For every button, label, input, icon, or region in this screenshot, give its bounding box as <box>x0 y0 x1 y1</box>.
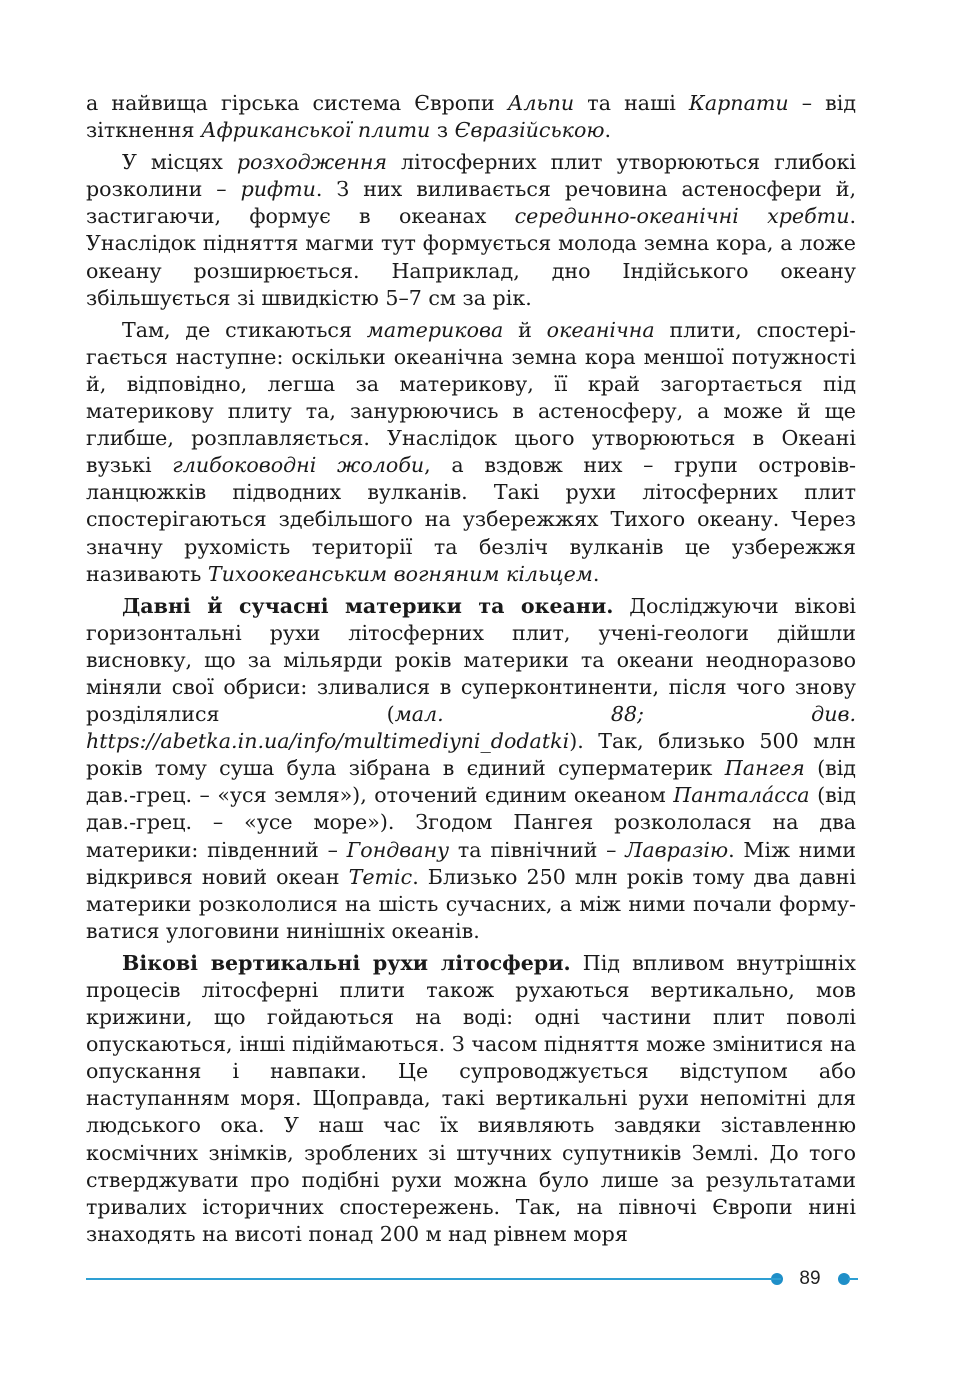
text-run: . Близько 250 млн років тому два давні материки розкололися на шість сучасних, а між ними почали формуватися улоговини нинішніх океанів. <box>86 864 856 943</box>
italic-term: глибоководні жолоби <box>172 453 425 478</box>
text-run: Під впливом внутрішніх процесів літосферні плити також рухаються вертикально, мов крижини, що гойдаються на воді: одні частини плит поволі опускаються, інші підіймаються. З часом підняття може змінитися на опускання і навпаки. Це супроводжується відступом або наступанням моря. Щоправда, такі вертикальні рухи непомітні для людського ока. У наш час їх виявляють завдяки зіставленню космічних знімків, зроблених зі штучних супутників Землі. До того стверджувати про подібні рухи можна було лише за результатами тривалих історичних спостережень. Так, на півночі Європи нині знаходять на висоті понад 200 м над рівнем моря <box>86 950 856 1246</box>
text-run: (від дав.-грец. – «уся земля»), оточений єдиним океаном <box>86 756 856 808</box>
paragraph-5 <box>86 950 856 1248</box>
italic-term: Євразійською <box>454 118 605 143</box>
text-run: та наші <box>574 91 689 115</box>
text-run: (від дав.-грец. – «усе море»). Згодом Пангея розкололася на два материки: південний – <box>86 783 856 862</box>
page-body <box>86 90 856 1253</box>
italic-term: серединно-океанічні хребти <box>514 204 850 229</box>
section-heading: Вікові вертикальні рухи літосфери. <box>122 950 571 975</box>
italic-term: Тихоокеанським вогняним кільцем <box>207 561 593 586</box>
text-run: . Між ними відкрився новий океан <box>86 837 857 889</box>
italic-term: океанічна <box>546 317 655 342</box>
text-run: а найвища гірська система Європи <box>86 91 508 115</box>
text-run: . Унаслідок підняття магми тут формується молода земна кора, а ложе океану розширюється. Наприклад, дно Індійського океану збільшується зі швидкістю 5–7 см за рік. <box>86 204 856 310</box>
italic-term: рифти <box>240 177 316 202</box>
italic-term: Панталáсса <box>673 783 810 808</box>
page-footer <box>86 1268 858 1290</box>
text-run: літосферних плит утворюються глибокі розколини – <box>86 150 856 202</box>
italic-term: Африканської плити <box>201 118 431 143</box>
text-run: . <box>604 118 612 143</box>
text-run: з <box>430 118 455 143</box>
paragraph-1 <box>86 90 856 144</box>
italic-term: розходження <box>236 150 388 175</box>
footer-right-dot-icon <box>838 1273 850 1285</box>
italic-term: мал. 88; див. https://abetka.in.ua/info/multimediyni_dodatki <box>86 702 856 754</box>
italic-term: Гондвану <box>346 837 450 862</box>
text-run: У місцях <box>122 150 237 175</box>
page-number: 89 <box>799 1268 821 1289</box>
text-run: Досліджуючи вікові горизонтальні рухи літосферних плит, учені-геологи дійшли висновку, що за мільярди років материки та океани неодноразово міняли свої обриси: зливалися в суперконтиненти, після чого знову розділялися ( <box>86 593 857 727</box>
paragraph-4 <box>86 593 856 945</box>
italic-term: Пангея <box>724 756 805 781</box>
section-heading: Давні й сучасні материки та океани. <box>122 593 614 618</box>
italic-term: материкова <box>366 317 504 342</box>
italic-term: Альпи <box>507 91 575 115</box>
paragraph-2 <box>86 149 856 312</box>
text-run: . <box>592 561 600 586</box>
text-run: й <box>503 317 547 342</box>
footer-rule <box>86 1278 776 1280</box>
paragraph-3 <box>86 317 856 588</box>
text-run: та північний – <box>449 837 626 862</box>
text-run: ). Так, близько 500 млн років тому суша була зібрана в єдиний суперматерик <box>86 729 856 781</box>
footer-left-dot-icon <box>771 1273 783 1285</box>
italic-term: Карпати <box>688 91 789 115</box>
text-run: плити, спостерігається наступне: оскільки океанічна земна кора меншої потужності й, відповідно, легша за материкову, її край загортається під материкову плиту та, занурюючись в астеносферу, а може й ще глибше, розплавляється. Унаслідок цього утворюються в Океані вузькі <box>86 317 856 478</box>
text-run: Там, де стикаються <box>122 317 367 342</box>
text-run: – від зіткнення <box>86 91 856 143</box>
text-run: . З них виливається речовина астеносфери й, застигаючи, формує в океанах <box>86 177 856 229</box>
italic-term: Тетіс <box>348 864 413 889</box>
italic-term: Лавразію <box>625 837 729 862</box>
text-run: , а вздовж них – групи островів-ланцюжків підводних вулканів. Такі рухи літосферних плит спостерігаються здебільшого на узбережжях Тихого океану. Через значну рухомість території та безліч вулканів це узбережжя називають <box>86 453 856 586</box>
